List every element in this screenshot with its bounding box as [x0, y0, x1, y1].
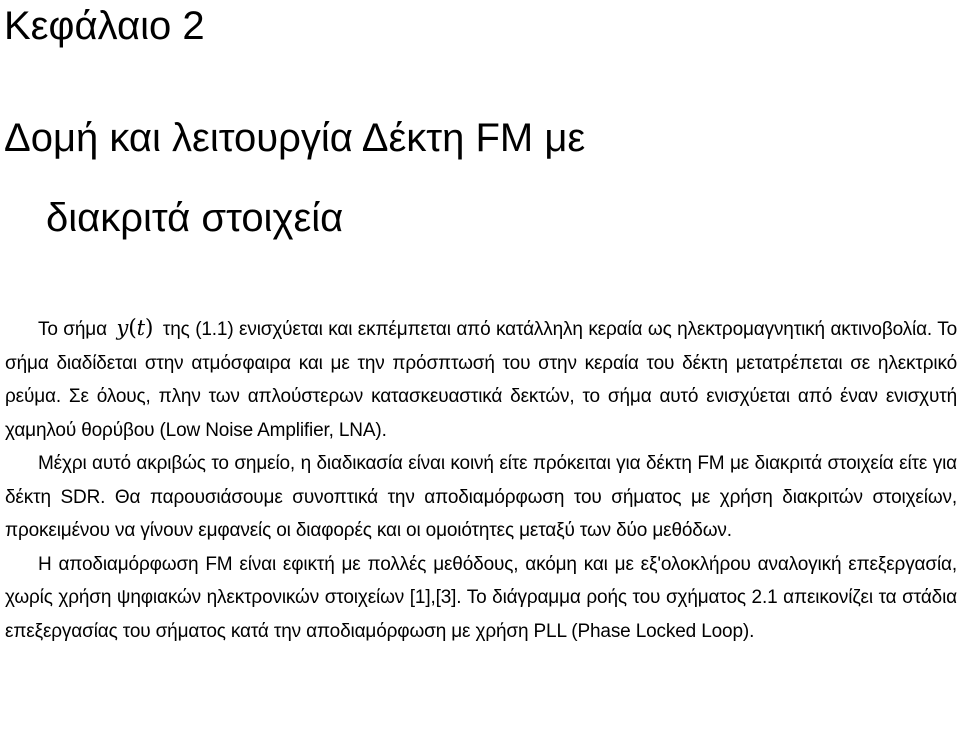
chapter-title-line-1: Δομή και λειτουργία Δέκτη FM με — [4, 116, 586, 160]
paragraph-1-rest: της (1.1) ενισχύεται και εκπέμπεται από κατάλληλη κεραία ως ηλεκτρομαγνητική ακτινοβολία. Το σήμα διαδίδεται στην ατμόσφαιρα και με την πρόσπτωσή του στην κεραία του δέκτη μετατρέπεται σε ηλεκτρικό ρεύμα. Σε όλους, πλην των απλούστερων κατασκευαστικά δεκτών, το σήμα αυτό ενισχύεται από έναν ενισχυτή χαμηλού θορύβου (Low Noise Amplifier, LNA). — [5, 319, 957, 441]
math-variable-y: y — [116, 316, 129, 340]
math-expression-y-of-t — [112, 316, 157, 340]
paragraph-1-start: Το σήμα — [38, 319, 107, 340]
paragraph-2: Μέχρι αυτό ακριβώς το σημείο, η διαδικασία είναι κοινή είτε πρόκειται για δέκτη FM με διακριτά στοιχεία είτε για δέκτη SDR. Θα παρουσιάσουμε συνοπτικά την αποδιαμόρφωση του σήματος με χρήση διακριτών στοιχείων, προκειμένου να γίνουν εμφανείς οι διαφορές και οι ομοιότητες μεταξύ των δύο μεθόδων. — [5, 453, 957, 541]
math-variable-t: t — [136, 316, 145, 340]
paragraph-3: Η αποδιαμόρφωση FM είναι εφικτή με πολλές μεθόδους, ακόμη και με εξ'ολοκλήρου αναλογική επεξεργασία, χωρίς χρήση ψηφιακών ηλεκτρονικών στοιχείων [1],[3]. Το διάγραμμα ροής του σχήματος 2.1 απεικονίζει τα στάδια επεξεργασίας του σήματος κατά την αποδιαμόρφωση με χρήση PLL (Phase Locked Loop). — [5, 553, 957, 642]
chapter-title — [4, 98, 944, 258]
math-close-paren: ) — [144, 316, 154, 341]
chapter-title-line-2: διακριτά στοιχεία — [46, 196, 344, 240]
paragraph-1 — [5, 312, 957, 447]
chapter-label: Κεφάλαιο 2 — [4, 4, 205, 48]
math-open-paren: ( — [128, 316, 137, 341]
body-text — [5, 312, 957, 648]
